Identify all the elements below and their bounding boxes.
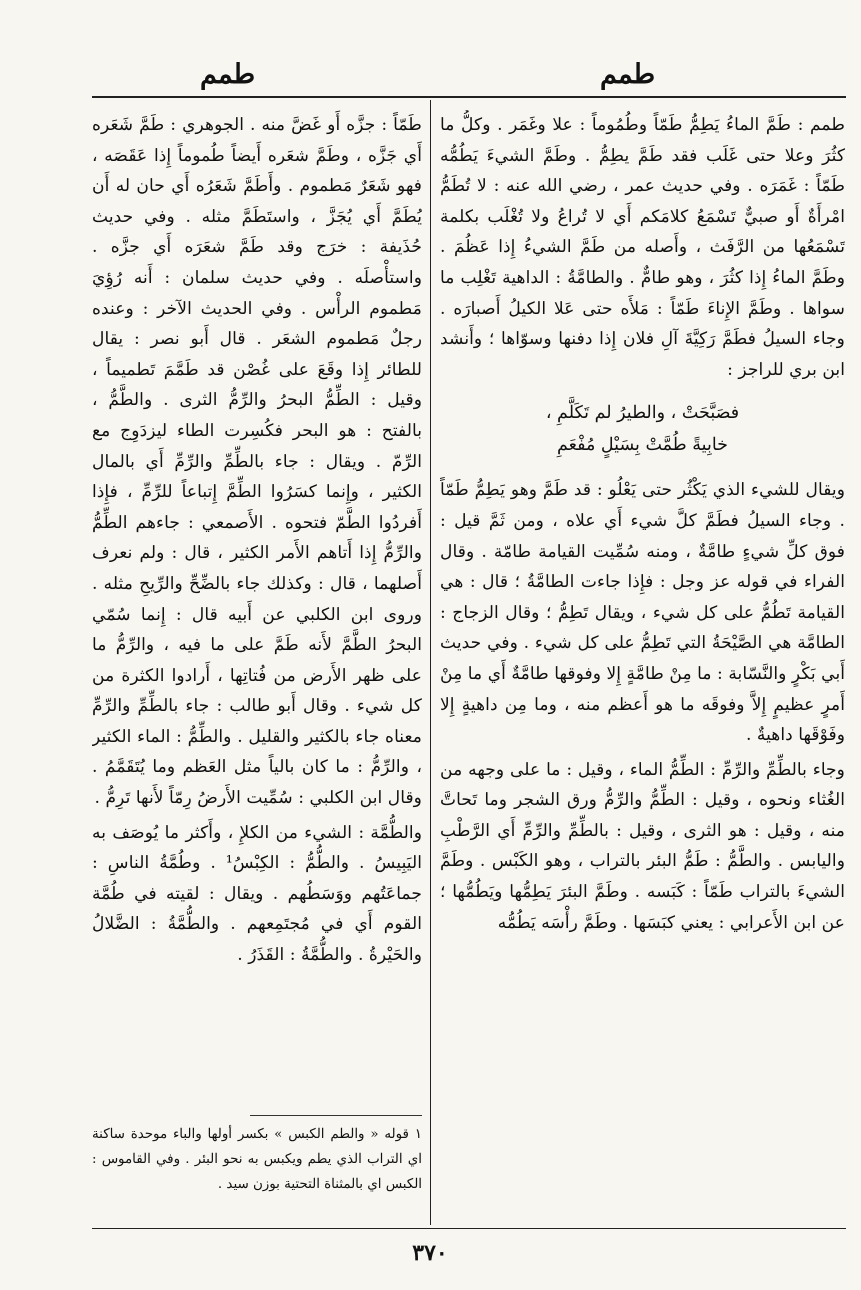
footer-rule bbox=[92, 1228, 846, 1229]
verse-block bbox=[440, 397, 845, 461]
entry-paragraph-2: ويقال للشيء الذي يَكْثُر حتى يَعْلُو : قد طَمَّ وهو يَطِمُّ طَمّاً . وجاء السيلُ فطَمَّ كلَّ شيء أَي علاه ، ومن ثَمَّ قيل : فوق كلِّ شيءٍ طامَّةٌ ، ومنه سُمِّيت القيامة طامّة . وقال الفراء في قوله عز وجل : فإِذا جاءت الطامَّةُ ؛ قال : هي القيامة تَطُمُّ على كل شيء ، ويقال تَطِمُّ ؛ وقال الزجاج : الطامَّة هي الصَّيْحَةُ التي تَطِمُّ على كل شيء . وفي حديث أَبي بَكْرٍ والنَّسّابة : ما مِنْ طامَّةٍ إِلا وفوقها طامَّةٌ أَي ما مِنْ أَمرٍ عظيمٍ إِلاَّ وفوقَه ما هو أَعظم منه ، وما مِن داهيةٍ إِلا وفَوْقَها داهيةٌ . bbox=[440, 480, 845, 746]
column-divider bbox=[430, 100, 431, 1225]
footnote-rule bbox=[250, 1115, 422, 1116]
entry-paragraph-5: والطُّمَّة : الشيء من الكلإِ ، وأَكثر ما يُوصَف به اليَبِيسُ . والطُّمُّ : الكِبْسُ¹ . وطُمَّةُ الناسِ : جماعَتُهم ووَسَطُهم . ويقال : لقيته في طُمَّة القوم أَي في مُجتَمِعهم . والطُّمَّةُ : الضَّلالُ والحَيْرةُ . والطُّمَّةُ : القَذَرُ . bbox=[92, 822, 422, 966]
footnote: ١ قوله « والطم الكبس » بكسر أولها والباء موحدة ساكنة اي التراب الذي يطم ويكبس به نحو البئر . وفي القاموس : الكبس اي بالمثناة التحتية بوزن سيد . bbox=[92, 1127, 422, 1192]
running-header-left: طمم bbox=[200, 59, 256, 90]
left-column bbox=[92, 110, 422, 1110]
right-column bbox=[440, 110, 845, 1220]
page-number: ٣٧٠ bbox=[412, 1240, 448, 1266]
header-rule bbox=[92, 96, 846, 98]
running-header-right: طمم bbox=[600, 59, 656, 90]
verse-line-1: فصَبَّحَتْ ، والطيرُ لم تَكَلَّمِ ، bbox=[545, 403, 740, 424]
entry-paragraph-1: طمم : طَمَّ الماءُ يَطِمُّ طَمّاً وطُمُوماً : علا وغَمَر . وكلُّ ما كثُرَ وعلا حتى غَلَب فقد طَمَّ يطِمُّ . وطَمَّ الشيءَ يَطُمُّه طَمّاً : غَمَرَه . وفي حديث عمر ، رضي الله عنه : لا تُطَمُّ امْرأَةٌ أَو صبيٌّ تَسْمَعُ كلامَكم أَي لا تُراعُ ولا تُغْلَب بكلمة تَسْمَعُها من الرَّفَث ، وأَصله من طَمَّ الشيءُ إِذا عَظُمَ . وطَمَّ الماءُ إِذا كثُرَ ، وهو طامٌّ . والطامَّةُ : الداهية تَغْلِب ما سواها . وطَمَّ الإِناءَ طَمّاً : مَلأَه حتى عَلا الكيلُ أَصبارَه . وجاء السيلُ فطَمَّ رَكِيَّةَ آلِ فلان إِذا دفنها وسوّاها ؛ وأَنشد ابن بري للراجز : bbox=[440, 115, 845, 380]
entry-paragraph-3: وجاء بالطِّمِّ والرِّمِّ : الطِّمُّ الماء ، وقيل : ما على وجهه من الغُثاء ونحوه ، وقيل : الطِّمُّ والرِّمُّ ورق الشجر وما تَحاتَّ منه ، وقيل : هو الثرى ، وقيل : بالطِّمِّ والرِّمِّ أَي الرَّطْبِ واليابس . والطَّمُّ : طَمُّ البئر بالتراب ، وهو الكَبْس . وطَمَّ الشيءَ بالتراب طَمّاً : كَبَسه . وطَمَّ البئرَ يَطِمُّها ويَطُمُّها ؛ عن ابن الأَعرابي : يعني كبَسَها . وطَمَّ رأْسَه يَطُمُّه bbox=[440, 759, 845, 933]
entry-paragraph-4: طَمّاً : جزَّه أَو غَضَّ منه . الجوهري : طَمَّ شَعَره أَي جَزَّه ، وطَمَّ شعَره أَيضاً طُموماً إِذا عَقَصَه ، فهو شَعَرٌ مَطموم . وأَطَمَّ شَعَرُه أَي حان له أَن يُطَمَّ أَي يُجَزَّ ، واستَطَمَّ مثله . وفي حديث حُذَيفة : خرَج وقد طَمَّ شعَرَه أَي جزَّه . واستأْصلَه . وفي حديث سلمان : أَنه رُؤِيَ مَطموم الرأْس . وفي الحديث الآخر : وعنده رجلٌ مَطموم الشعَر . قال أَبو نصر : يقال للطائر إِذا وقَعَ على غُصْن قد طَمَّمَ تَطميماً ، وقيل : الطِّمُّ البحرُ والرِّمُّ الثرى . والطَّمُّ ، بالفتح : هو البحر فكُسِرت الطاء ليزدَوِج مع الرِّمّ . ويقال : جاء بالطِّمِّ والرِّمِّ أَي بالمال الكثير ، وإِنما كسَرُوا الطِّمَّ إِتباعاً للرِّمِّ ، فإِذا أَفردُوا الطَّمّ فتحوه . الأَصمعي : جاءهم الطِّمُّ والرِّمُّ إِذا أَتاهم الأَمر الكثير ، قال : ولم نعرف أَصلهما ، قال : وكذلك جاء بالضِّحِّ والرِّيحِ مثله . وروى ابن الكلبي عن أَبيه قال : إِنما سُمّي البحرُ الطَّمَّ لأَنه طَمَّ على ما فيه ، والرِّمُّ ما على ظهر الأَرض من فُتاتِها ، أَرادوا الكثرة من كل شيء . وقال أَبو طالب : جاء بالطِّمِّ والرِّمِّ معناه جاء بالكثير والقليل . والطِّمُّ : الماء الكثير ، والرِّمُّ : ما كان بالياً مثل العَظم وما يُتَقَمَّمُ . وقال ابن الكلبي : سُمِّيت الأَرضُ رِمّاً لأَنها تَرِمُّ . bbox=[92, 115, 422, 809]
verse-line-2: خابِيةً طُمَّتْ بِسَيْلٍ مُفْعَمِ bbox=[557, 435, 728, 456]
